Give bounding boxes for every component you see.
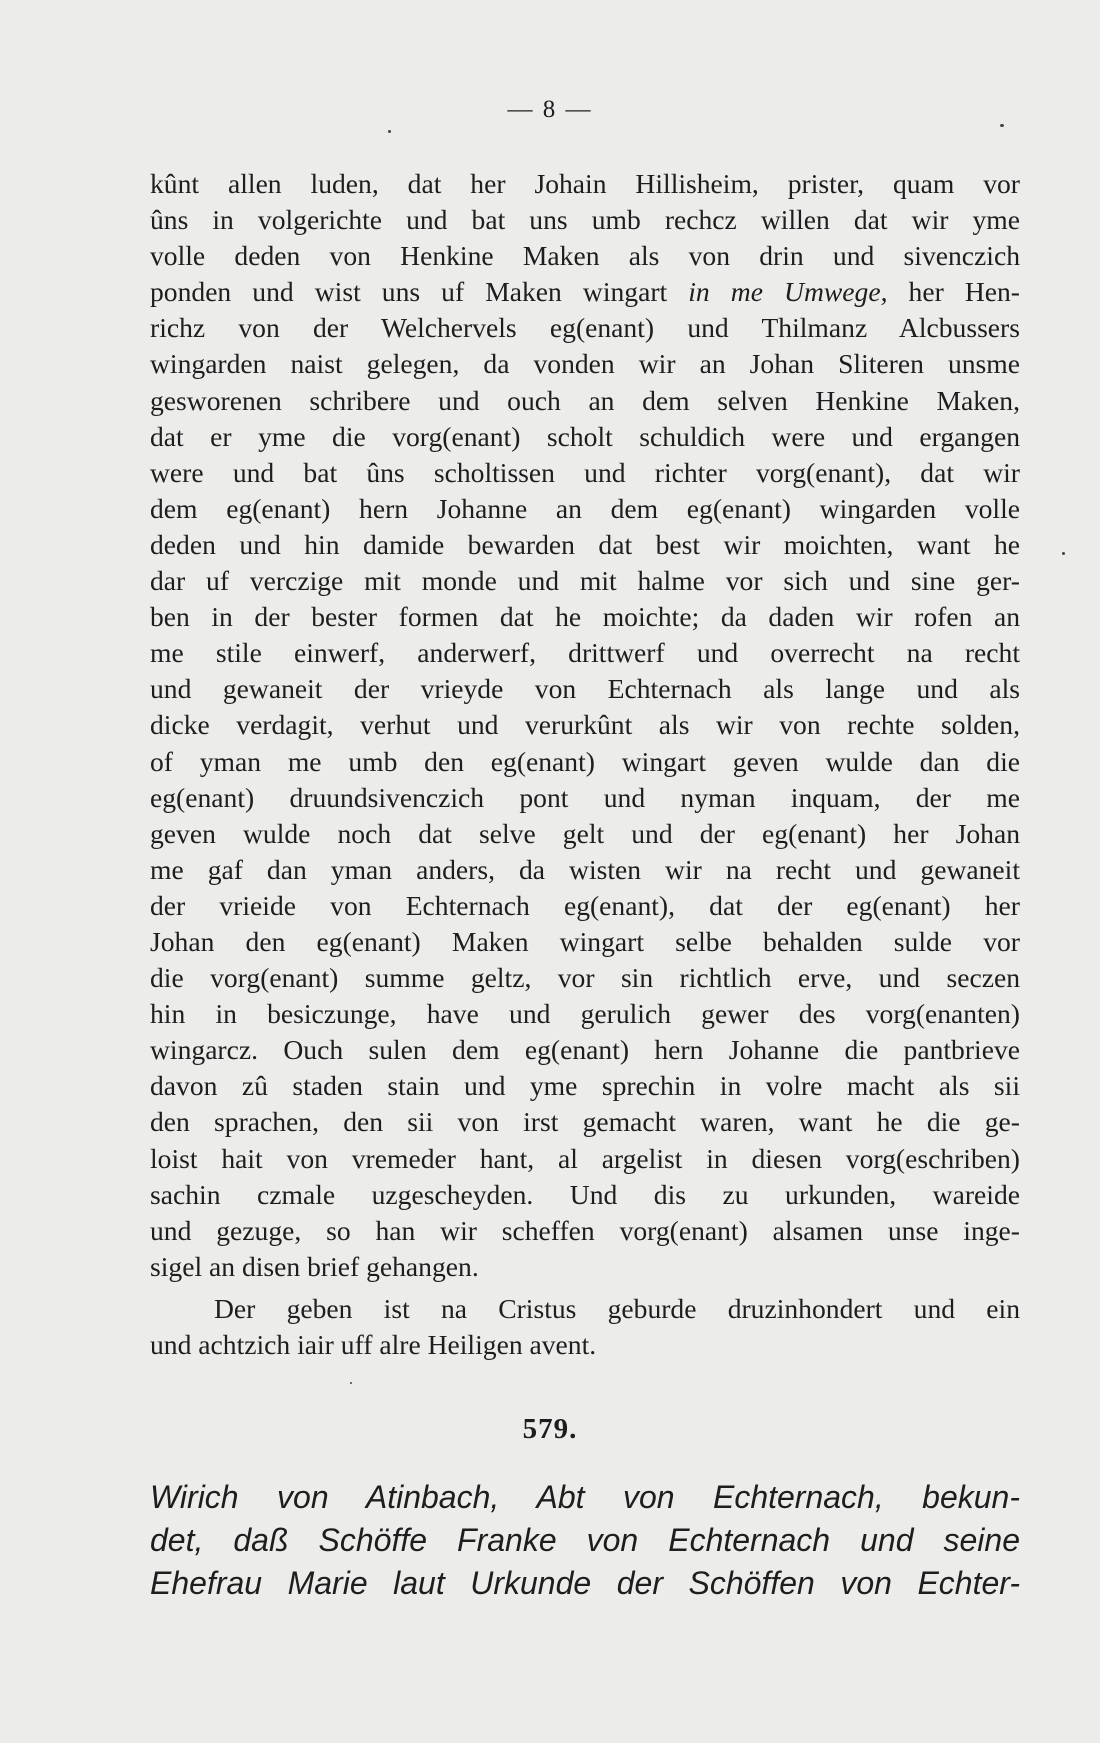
text-line: sachin czmale uzgescheyden. Und dis zu urkunden, wareide: [150, 1178, 1020, 1210]
text-line: Der geben ist na Cristus geburde druzinhondert und ein: [214, 1292, 1020, 1324]
text-line: den sprachen, den sii von irst gemacht waren, want he die ge-: [150, 1106, 1020, 1138]
text-line: die vorg(enant) summe geltz, vor sin richtlich erve, und seczen: [150, 962, 1020, 994]
text-line: und gewaneit der vrieyde von Echternach als lange und als: [150, 673, 1020, 705]
scan-speck: [1062, 552, 1065, 555]
text-line: dem eg(enant) hern Johanne an dem eg(enant) wingarden volle: [150, 492, 1020, 524]
text-line: gesworenen schribere und ouch an dem selven Henkine Maken,: [150, 384, 1020, 416]
text-line: volle deden von Henkine Maken als von drin und sivenczich: [150, 240, 1020, 272]
text-line: deden und hin damide bewarden dat best wir moichten, want he: [150, 528, 1020, 560]
text-line: davon zû staden stain und yme sprechin in volre macht als sii: [150, 1070, 1020, 1102]
page-number: — 8 —: [507, 96, 593, 123]
text-line: dicke verdagit, verhut und verurkûnt als wir von rechte solden,: [150, 709, 1020, 741]
text-line: kûnt allen luden, dat her Johain Hillisheim, prister, quam vor: [150, 168, 1020, 199]
text-line: Ehefrau Marie laut Urkunde der Schöffen von Echter-: [150, 1565, 1020, 1601]
scan-speck: [388, 130, 391, 133]
document-number: 579.: [522, 1413, 578, 1445]
text-line: wingarcz. Ouch sulen dem eg(enant) hern Johanne die pantbrieve: [150, 1034, 1020, 1066]
text-line: sigel an disen brief gehangen.: [150, 1250, 479, 1282]
text-line: dar uf verczige mit monde und mit halme vor sich und sine ger-: [150, 565, 1020, 597]
text-line: und gezuge, so han wir scheffen vorg(enant) alsamen unse inge-: [150, 1214, 1020, 1246]
text-line: of yman me umb den eg(enant) wingart geven wulde dan die: [150, 745, 1020, 777]
text-line: geven wulde noch dat selve gelt und der eg(enant) her Johan: [150, 817, 1020, 849]
scan-speck: [350, 1382, 352, 1384]
text-line: dat er yme die vorg(enant) scholt schuldich were und ergangen: [150, 420, 1020, 452]
text-line: ûns in volgerichte und bat uns umb rechcz willen dat wir yme: [150, 204, 1020, 236]
text-line: ben in der bester formen dat he moichte; da daden wir rofen an: [150, 601, 1020, 633]
text-line: me gaf dan yman anders, da wisten wir na recht und gewaneit: [150, 853, 1020, 885]
document-body: [150, 166, 1020, 1363]
text-line: hin in besiczunge, have und gerulich gewer des vorg(enanten): [150, 998, 1020, 1030]
text-line: und achtzich iair uff alre Heiligen avent.: [150, 1329, 597, 1360]
text-line: det, daß Schöffe Franke von Echternach und seine: [150, 1522, 1020, 1558]
scan-speck: [1000, 124, 1004, 127]
text-line: Johan den eg(enant) Maken wingart selbe behalden sulde vor: [150, 925, 1020, 957]
text-line: eg(enant) druundsivenczich pont und nyman inquam, der me: [150, 781, 1020, 813]
text-line: Wirich von Atinbach, Abt von Echternach, bekun-: [150, 1479, 1020, 1515]
text-line: loist hait von vremeder hant, al argelist in diesen vorg(eschriben): [150, 1142, 1020, 1174]
paragraph-charter-text: [150, 166, 1020, 1285]
text-line: der vrieide von Echternach eg(enant), dat der eg(enant) her: [150, 889, 1020, 921]
text-line: wingarden naist gelegen, da vonden wir an Johan Sliteren unsme: [150, 348, 1020, 380]
text-line: me stile einwerf, anderwerf, drittwerf und overrecht na recht: [150, 637, 1020, 669]
text-line: richz von der Welchervels eg(enant) und Thilmanz Alcbussers: [150, 312, 1020, 344]
text-line: ponden und wist uns uf Maken wingart in me Umwege, her Hen-: [150, 276, 1020, 308]
text-line: were und bat ûns scholtissen und richter vorg(enant), dat wir: [150, 456, 1020, 488]
document-summary: [150, 1476, 1020, 1605]
paragraph-dating-clause: [150, 1291, 1020, 1363]
